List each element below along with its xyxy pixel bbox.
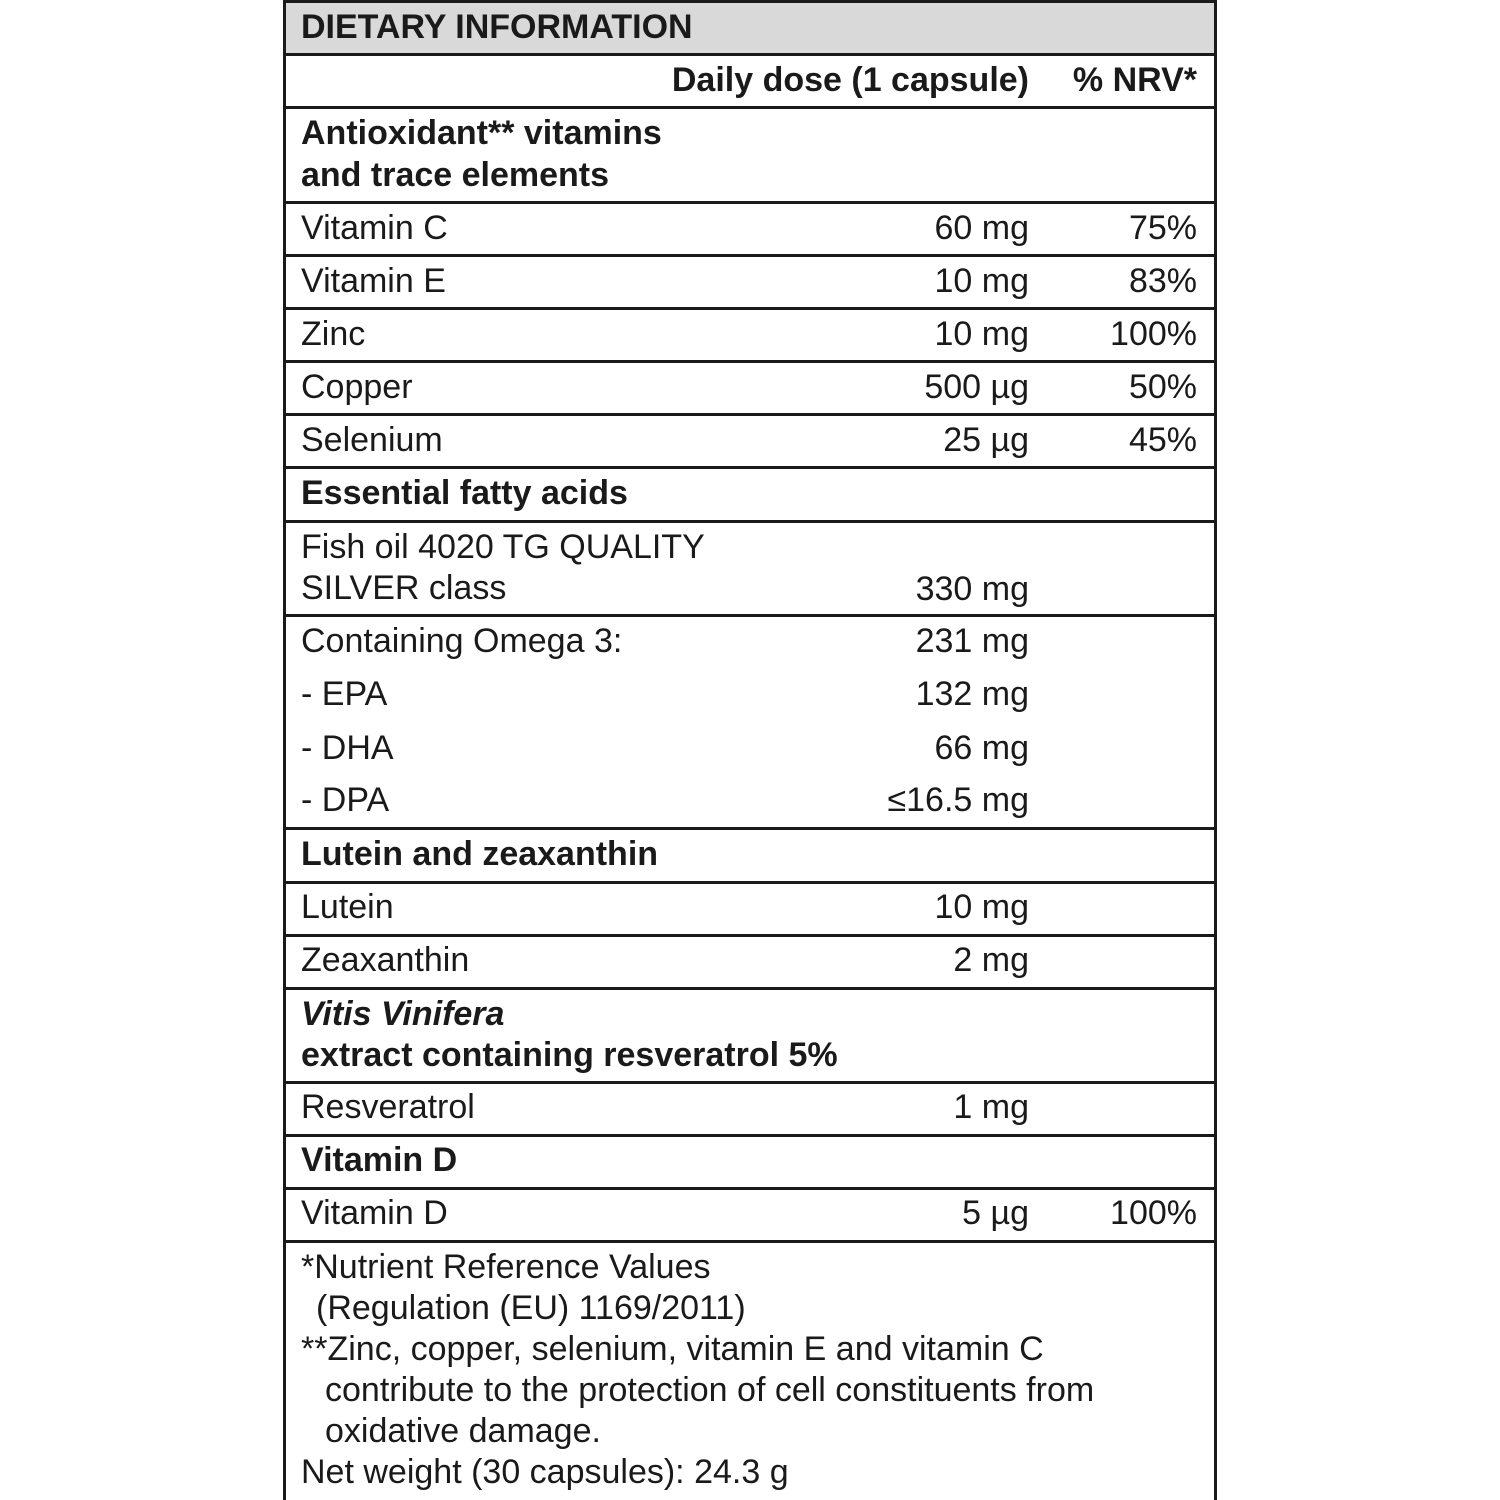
nutrient-name: Vitamin E — [301, 262, 446, 300]
table-title-row — [286, 3, 1214, 56]
column-header-row — [286, 56, 1214, 109]
section-title-line1: Vitis Vinifera — [301, 995, 505, 1033]
nutrient-name: - DPA — [301, 781, 390, 819]
section-title-line2: and trace elements — [301, 156, 610, 194]
table-row — [286, 257, 1214, 310]
table-row — [286, 416, 1214, 469]
section-header-vitis — [286, 990, 1214, 1084]
nutrient-name: - EPA — [301, 675, 388, 713]
section-title: Essential fatty acids — [301, 474, 628, 512]
net-weight: Net weight (30 capsules): 24.3 g — [301, 1453, 789, 1491]
table-row — [286, 1084, 1214, 1137]
nutrient-dose: 10 mg — [934, 888, 1029, 926]
nutrient-name: Resveratrol — [301, 1088, 475, 1126]
nutrient-dose: 10 mg — [934, 262, 1029, 300]
section-title-line2: extract containing resveratrol 5% — [301, 1036, 838, 1074]
table-row — [286, 937, 1214, 990]
column-header-dose: Daily dose (1 capsule) — [671, 61, 1029, 99]
nutrient-name-line1: Fish oil 4020 TG QUALITY — [301, 528, 705, 566]
table-title: DIETARY INFORMATION — [301, 8, 693, 46]
nutrient-nrv: 45% — [1128, 421, 1197, 459]
nutrient-dose: 25 µg — [943, 421, 1029, 459]
footnote-antioxidant-cont1: contribute to the protection of cell constituents from — [325, 1371, 1095, 1409]
nutrient-dose: 2 mg — [953, 941, 1029, 979]
nutrient-name: Lutein — [301, 888, 394, 926]
footnote-regulation: (Regulation (EU) 1169/2011) — [316, 1289, 746, 1327]
nutrient-name: Selenium — [301, 421, 443, 459]
column-header-nrv: % NRV* — [1072, 61, 1197, 99]
nutrient-name-line2: SILVER class — [301, 569, 507, 607]
footnote-antioxidant-cont2: oxidative damage. — [325, 1412, 601, 1450]
nutrient-nrv: 100% — [1110, 315, 1197, 353]
section-title: Lutein and zeaxanthin — [301, 835, 659, 873]
footnotes — [286, 1242, 1214, 1500]
nutrient-name: Vitamin C — [301, 209, 448, 247]
table-row — [286, 310, 1214, 363]
section-title-line1: Antioxidant** vitamins — [301, 114, 662, 152]
section-header-fatty-acids — [286, 469, 1214, 523]
omega3-group — [286, 617, 1214, 830]
dietary-information-table — [283, 0, 1217, 1500]
nutrient-nrv: 83% — [1128, 262, 1197, 300]
table-row — [286, 523, 1214, 617]
section-header-lutein — [286, 830, 1214, 884]
nutrient-dose: 1 mg — [953, 1088, 1029, 1126]
nutrient-dose: 66 mg — [934, 729, 1029, 767]
nutrient-name: Copper — [301, 368, 413, 406]
section-header-vitamin-d — [286, 1137, 1214, 1190]
footnote-antioxidant: **Zinc, copper, selenium, vitamin E and vitamin C — [301, 1330, 1044, 1368]
nutrient-nrv: 100% — [1110, 1194, 1197, 1232]
table-row — [286, 204, 1214, 257]
nutrient-dose: 132 mg — [915, 675, 1029, 713]
nutrient-name: Vitamin D — [301, 1194, 448, 1232]
table-row — [286, 363, 1214, 416]
nutrient-dose: 500 µg — [924, 368, 1029, 406]
section-title: Vitamin D — [301, 1141, 458, 1179]
nutrient-dose: 231 mg — [915, 622, 1029, 660]
footnote-nrv: *Nutrient Reference Values — [301, 1248, 711, 1286]
nutrient-name: Containing Omega 3: — [301, 622, 623, 660]
nutrient-dose: 330 mg — [915, 570, 1029, 608]
nutrient-name: - DHA — [301, 729, 394, 767]
nutrient-dose: 5 µg — [962, 1194, 1029, 1232]
table-row — [286, 884, 1214, 937]
nutrient-nrv: 75% — [1128, 209, 1197, 247]
nutrient-dose: ≤16.5 mg — [887, 781, 1029, 819]
section-header-antioxidant — [286, 109, 1214, 204]
table-row — [286, 1190, 1214, 1243]
nutrient-dose: 10 mg — [934, 315, 1029, 353]
nutrient-dose: 60 mg — [934, 209, 1029, 247]
nutrient-name: Zeaxanthin — [301, 941, 470, 979]
nutrient-nrv: 50% — [1128, 368, 1197, 406]
nutrient-name: Zinc — [301, 315, 366, 353]
